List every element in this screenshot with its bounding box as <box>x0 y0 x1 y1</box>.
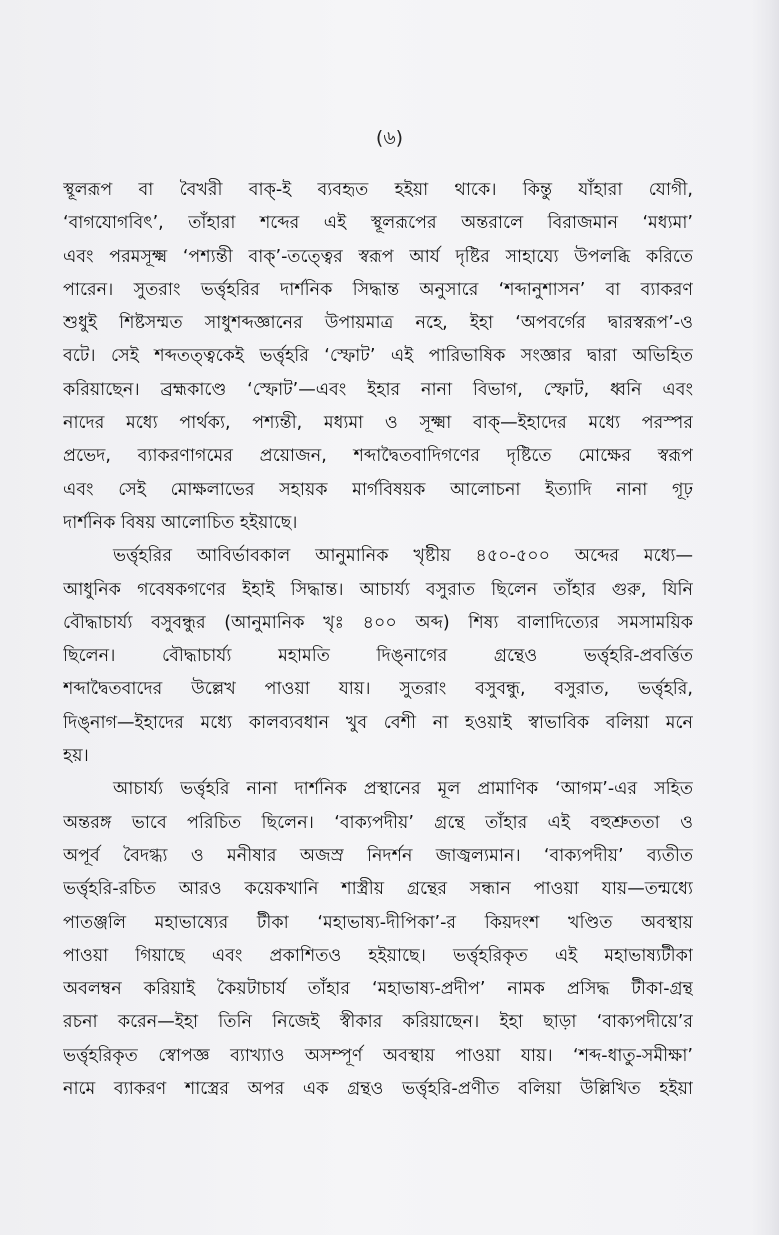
text-line: বৌদ্ধাচার্য্য বসুবন্ধুর (আনুমানিক খৃঃ ৪০০ অব্দ) শিষ্য বালাদিত্যের সমসাময়িক <box>63 612 693 633</box>
text-line: দার্শনিক বিষয় আলোচিত হইয়াছে। <box>63 512 298 533</box>
text-line: ভর্ত্তৃহরির আবির্ভাবকাল আনুমানিক খৃষ্টীয় ৪৫০-৫০০ অব্দের মধ্যে— <box>113 546 693 567</box>
text-line: শুধুই শিষ্টসম্মত সাধুশব্দজ্ঞানের উপায়মাত্র নহে, ইহা ‘অপবর্গের দ্বারস্বরূপ’-ও <box>63 313 693 334</box>
text-line: এবং পরমসূক্ষ্ম ‘পশ্যন্তী বাক্’-তত্ত্বের স্বরূপ আর্য দৃষ্টির সাহায্যে উপলব্ধি করিতে <box>63 246 693 267</box>
text-line: আচার্য্য ভর্ত্তৃহরি নানা দার্শনিক প্রস্থানের মূল প্রামাণিক ‘আগম’-এর সহিত <box>113 779 693 800</box>
paragraph <box>63 174 693 540</box>
paragraph <box>63 540 693 773</box>
text-line: ভর্ত্তৃহরিকৃত স্বোপজ্ঞ ব্যাখ্যাও অসম্পূর্ণ অবস্থায় পাওয়া যায়। ‘শব্দ-ধাতু-সমীক্ষা’ <box>63 1045 693 1066</box>
text-line: অপূর্ব বৈদগ্ধ্য ও মনীষার অজস্র নিদর্শন জাজ্বল্যমান। ‘বাক্যপদীয়’ ব্যতীত <box>63 845 693 866</box>
text-line: পাতঞ্জলি মহাভাষ্যের টীকা ‘মহাভাষ্য-দীপিকা’-র কিয়দংশ খণ্ডিত অবস্থায় <box>63 912 693 933</box>
text-line: এবং সেই মোক্ষলাভের সহায়ক মার্গবিষয়ক আলোচনা ইত্যাদি নানা গূঢ় <box>63 479 693 500</box>
text-line: রচনা করেন—ইহা তিনি নিজেই স্বীকার করিয়াছেন। ইহা ছাড়া ‘বাক্যপদীয়ে’র <box>63 1012 693 1033</box>
text-line: অন্তরঙ্গ ভাবে পরিচিত ছিলেন। ‘বাক্যপদীয়’ গ্রন্থে তাঁহার এই বহুশ্রুততা ও <box>63 812 693 833</box>
text-line: নাদের মধ্যে পার্থক্য, পশ্যন্তী, মধ্যমা ও সূক্ষ্মা বাক্—ইহাদের মধ্যে পরস্পর <box>63 413 693 434</box>
text-line: পাওয়া গিয়াছে এবং প্রকাশিতও হইয়াছে। ভর্ত্তৃহরিকৃত এই মহাভাষ্যটীকা <box>63 945 693 966</box>
text-line: দিঙ্নাগ—ইহাদের মধ্যে কালব্যবধান খুব বেশী না হওয়াই স্বাভাবিক বলিয়া মনে <box>63 712 693 733</box>
text-line: স্থূলরূপ বা বৈখরী বাক্-ই ব্যবহৃত হইয়া থাকে। কিন্তু যাঁহারা যোগী, <box>63 180 693 200</box>
text-line: আধুনিক গবেষকগণের ইহাই সিদ্ধান্ত। আচার্য্য বসুরাত ছিলেন তাঁহার গুরু, যিনি <box>63 579 693 600</box>
text-line: বটে। সেই শব্দতত্ত্বকেই ভর্ত্তৃহরি ‘স্ফোট’ এই পারিভাষিক সংজ্ঞার দ্বারা অভিহিত <box>63 346 693 367</box>
text-line: হয়। <box>63 746 89 767</box>
text-line: পারেন। সুতরাং ভর্ত্তৃহরির দার্শনিক সিদ্ধান্ত অনুসারে ‘শব্দানুশাসন’ বা ব্যাকরণ <box>63 279 693 300</box>
text-line: ভর্ত্তৃহরি-রচিত আরও কয়েকখানি শাস্ত্রীয় গ্রন্থের সন্ধান পাওয়া যায়—তন্মধ্যে <box>63 879 693 900</box>
page-number: (৬) <box>375 127 404 149</box>
text-line: ‘বাগযোগবিৎ’, তাঁহারা শব্দের এই স্থূলরূপের অন্তরালে বিরাজমান ‘মধ্যমা’ <box>63 213 693 234</box>
text-line: অবলম্বন করিয়াই কৈয়টাচার্য তাঁহার ‘মহাভাষ্য-প্রদীপ’ নামক প্রসিদ্ধ টীকা-গ্রন্থ <box>63 979 693 1000</box>
text-line: ছিলেন। বৌদ্ধাচার্য্য মহামতি দিঙ্নাগের গ্রন্থেও ভর্ত্তৃহরি-প্রবর্ত্তিত <box>63 646 693 667</box>
text-line: করিয়াছেন। ব্রহ্মকাণ্ডে ‘স্ফোট’—এবং ইহার নানা বিভাগ, স্ফোট, ধ্বনি এবং <box>63 379 693 400</box>
text-line: নামে ব্যাকরণ শাস্ত্রের অপর এক গ্রন্থও ভর্ত্তৃহরি-প্রণীত বলিয়া উল্লিখিত হইয়া <box>63 1079 693 1100</box>
text-line: শব্দাদ্বৈতবাদের উল্লেখ পাওয়া যায়। সুতরাং বসুবন্ধু, বসুরাত, ভর্ত্তৃহরি, <box>63 679 693 700</box>
body-text <box>63 174 693 1106</box>
text-line: প্রভেদ, ব্যাকরণাগমের প্রয়োজন, শব্দাদ্বৈতবাদিগণের দৃষ্টিতে মোক্ষের স্বরূপ <box>63 446 693 467</box>
page-edge-shadow <box>751 0 779 1235</box>
paragraph <box>63 773 693 1106</box>
